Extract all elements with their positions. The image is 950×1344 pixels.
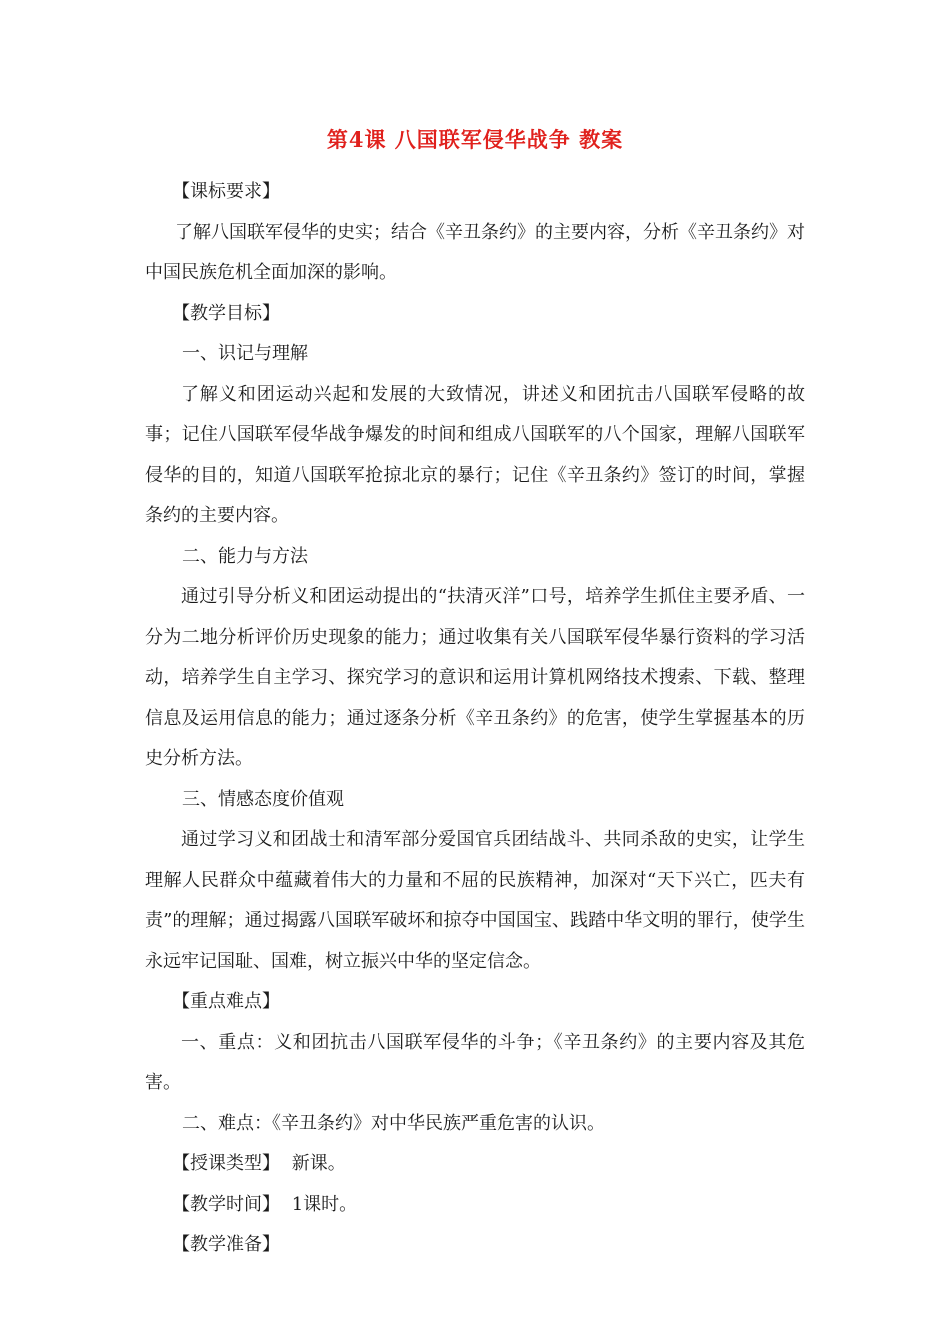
objective-3-text: 通过学习义和团战士和清军部分爱国官兵团结战斗、共同杀敌的史实，让学生理解人民群众中蕴藏着伟大的力量和不屈的民族精神，加深对“天下兴亡，匹夫有责”的理解；通过揭露八国联军破坏和掠夺中国国宝、践踏中华文明的罪行，使学生永远牢记国耻、国难，树立振兴中华的坚定信念。: [145, 829, 805, 972]
objective-2-heading: 二、能力与方法: [182, 545, 308, 567]
lesson-type-heading: 【授课类型】: [172, 1153, 280, 1174]
objective-1-heading: 一、识记与理解: [182, 343, 308, 364]
difficult-point-text: 二、难点：《辛丑条约》对中华民族严重危害的认识。: [182, 1112, 605, 1134]
page-title: 第4课 八国联军侵华战争 教案: [326, 127, 624, 152]
key-point-text: 一、重点：义和团抗击八国联军侵华的斗争；《辛丑条约》的主要内容及其危害。: [145, 1031, 805, 1093]
objective-3-heading: 三、情感态度价值观: [182, 788, 344, 810]
curriculum-text: 了解八国联军侵华的史实；结合《辛丑条约》的主要内容，分析《辛丑条约》对中国民族危机全面加深的影响。: [145, 221, 805, 283]
lesson-type-value: 新课。: [291, 1153, 346, 1174]
lesson-time-row: [145, 1185, 805, 1226]
section-heading-preparation: 【教学准备】: [172, 1234, 280, 1255]
section-heading-curriculum: 【课标要求】: [172, 181, 280, 202]
lesson-time-value: 1课时。: [291, 1193, 358, 1215]
objective-1-text: 了解义和团运动兴起和发展的大致情况，讲述义和团抗击八国联军侵略的故事；记住八国联军侵华战争爆发的时间和组成八国联军的八个国家，理解八国联军侵华的目的，知道八国联军抢掠北京的暴行；记住《辛丑条约》签订的时间，掌握条约的主要内容。: [145, 383, 805, 526]
document-body: [145, 172, 805, 1266]
objective-2-text: 通过引导分析义和团运动提出的“扶清灭洋”口号，培养学生抓住主要矛盾、一分为二地分析评价历史现象的能力；通过收集有关八国联军侵华暴行资料的学习活动，培养学生自主学习、探究学习的意识和运用计算机网络技术搜索、下载、整理信息及运用信息的能力；通过逐条分析《辛丑条约》的危害，使学生掌握基本的历史分析方法。: [145, 586, 805, 769]
section-heading-objectives: 【教学目标】: [172, 302, 280, 324]
lesson-type-row: [145, 1144, 805, 1185]
lesson-time-heading: 【教学时间】: [172, 1193, 280, 1215]
section-heading-key-points: 【重点难点】: [172, 991, 280, 1012]
